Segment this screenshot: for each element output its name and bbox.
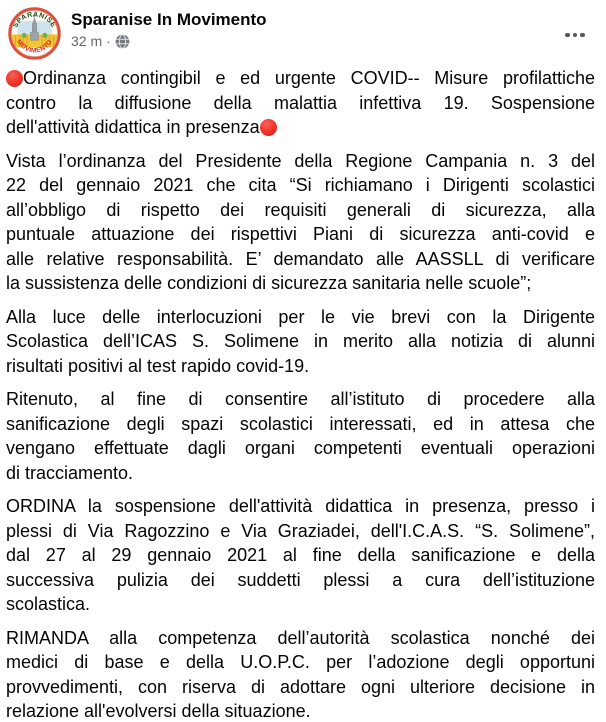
post-text-line: contro la diffusione della malattia infettiva 19. Sospensione <box>6 92 595 113</box>
post-text-line: Ordinanza contingibil e ed urgente COVID-- Misure profilattiche <box>6 66 595 91</box>
post-text-line: vengano effettuate dagli organi competenti eventuali operazioni <box>6 438 595 458</box>
red-circle-emoji <box>6 70 23 87</box>
red-circle-emoji <box>260 119 277 136</box>
sparanise-movimento-logo-icon <box>8 7 61 60</box>
post-text-line: relazione all'evolversi della situazione. <box>6 701 311 721</box>
timestamp-link[interactable]: 32 m <box>71 33 103 49</box>
post-text-line: medici di base e della U.O.P.C. per l’adozione degli opportuni <box>6 652 595 672</box>
ellipsis-icon <box>565 33 570 38</box>
post-text-paragraph <box>6 494 595 617</box>
post-text-paragraph <box>6 626 595 722</box>
post-text-paragraph <box>6 387 595 485</box>
post-text-line: 22 del gennaio 2021 che cita “Si richiamano i Dirigenti scolastici <box>6 175 595 195</box>
post-meta <box>71 33 267 50</box>
post-text-paragraph <box>6 66 595 140</box>
post-text-line: dal 27 al 29 gennaio 2021 al fine della sanificazione e della <box>6 545 595 565</box>
post-text-line: ORDINA la sospensione dell'attività didattica in presenza, presso i <box>6 496 595 516</box>
post-text-line: successiva pulizia dei suddetti plessi a cura dell’istituzione <box>6 569 595 590</box>
post-text-line: scolastica. <box>6 594 91 614</box>
post-text-line: di tracciamento. <box>6 462 134 483</box>
post-text-paragraph <box>6 305 595 379</box>
post-text-line: alle relative responsabilità. E’ demandato alle AASSLL di verificare <box>6 248 595 269</box>
ellipsis-icon <box>573 33 578 38</box>
post-text-line: provvedimenti, con riserva di adottare ogni ulteriore decisione in <box>6 676 595 697</box>
globe-icon <box>115 34 130 49</box>
logo-top-text: SPARANISE <box>12 11 57 30</box>
logo-bottom-text: MOVIMENTO <box>15 38 54 55</box>
post-text-line: Alla luce delle interlocuzioni per le vie brevi con la Dirigente <box>6 306 595 327</box>
post-text-line: la sussistenza delle condizioni di sicurezza sanitaria nelle scuole”; <box>6 273 532 293</box>
post-text-line: sanificazione degli spazi scolastici interessati, ed in attesa che <box>6 413 595 434</box>
post-text-line: risultati positivi al test rapido covid-19. <box>6 355 310 376</box>
post-text-line: dell'attività didattica in presenza <box>6 115 595 140</box>
page-name-link[interactable]: Sparanise In Movimento <box>71 10 267 29</box>
ellipsis-icon <box>580 33 585 38</box>
post-text-line: all’obbligo di rispetto dei requisiti generali di sicurezza, alla <box>6 199 595 220</box>
post-text <box>0 63 606 722</box>
header-text <box>71 7 267 50</box>
post-text-line: plessi di Via Ragozzino e Via Graziadei, dell'I.C.A.S. “S. Solimene”, <box>6 520 595 541</box>
page-avatar[interactable] <box>8 7 61 60</box>
post-text-line: Scolastica dell’ICAS S. Solimene in merito alla notizia di alunni <box>6 331 595 351</box>
post-menu-button[interactable] <box>558 24 592 46</box>
post-text-line: puntuale attuazione dei rispettivi Piani di sicurezza anti-covid e <box>6 224 595 244</box>
post-text-line: Vista l’ordinanza del Presidente della Regione Campania n. 3 del <box>6 150 595 171</box>
post-text-line: Ritenuto, al fine di consentire all’istituto di procedere alla <box>6 389 595 409</box>
post-text-paragraph <box>6 149 595 296</box>
post-text-line: RIMANDA alla competenza dell’autorità scolastica nonché dei <box>6 627 595 648</box>
meta-separator: · <box>106 33 111 49</box>
post-header <box>0 0 606 63</box>
